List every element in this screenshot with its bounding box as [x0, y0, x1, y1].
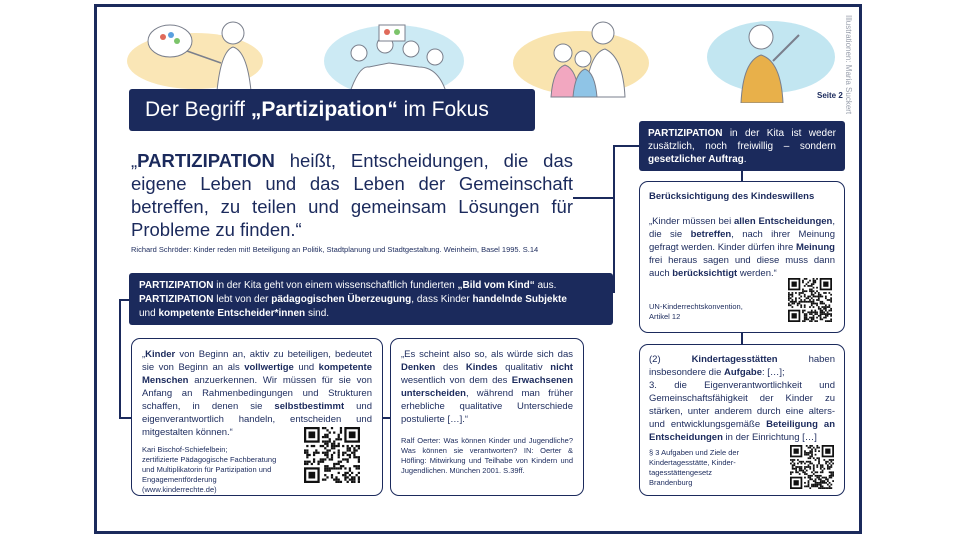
text: anzuerkennen. Wir müssen für sie von Anfang an Rahmenbedingungen und Strukturen schaffen, in denen sie — [142, 375, 372, 412]
connector-line — [613, 197, 615, 293]
quote-source: Ralf Oerter: Was können Kinder und Jugendliche? Was können sie verantworten? IN: Oerter & Höfling: Mitwirkung und Teilhabe von Kindern und Jugendlichen. München 2001. S.39ff. — [401, 436, 573, 475]
connector-line — [119, 299, 121, 417]
source-line: Engagementförderung — [142, 475, 217, 484]
quote-text: heißt, Entscheidungen, die das eigene Leben und das Leben der Gemeinschaft betreffen, zu teilen und gemeinsam Lösungen für Probleme zu finden.“ — [131, 150, 573, 240]
quote-text — [649, 379, 835, 444]
page-title — [129, 89, 535, 131]
connector-line — [119, 417, 131, 419]
text: frei heraus sagen und diese muss dann auch — [649, 255, 835, 279]
text: haben insbesondere die — [649, 354, 835, 378]
qr-code-icon[interactable] — [788, 278, 832, 322]
text: „ — [142, 349, 146, 360]
quote-open: „ — [131, 150, 138, 171]
keyword: kompetente Menschen — [142, 362, 372, 386]
illustration-painting-child-icon — [701, 13, 841, 103]
source-line: (www.kinderrechte.de) — [142, 485, 217, 494]
text: aus. — [534, 280, 557, 291]
keyword: berücksichtigt — [672, 268, 738, 279]
keyword: Kindes — [465, 362, 498, 373]
page-frame — [94, 4, 862, 534]
connector-line — [613, 145, 615, 199]
keyword: allen Entscheidungen — [734, 216, 833, 227]
keyword: Denken — [401, 362, 436, 373]
keyword: kompetente Entscheider*innen — [158, 308, 306, 319]
source-line: § 3 Aufgaben und Ziele der — [649, 448, 740, 457]
illustration-reading-icon — [507, 13, 657, 99]
quote-card-kita-law — [639, 344, 845, 496]
qr-code-icon[interactable] — [304, 427, 360, 483]
text: , während man früher erhebliche qualitative Unterschiede postulierte […].“ — [401, 388, 573, 425]
text: des — [435, 362, 466, 373]
keyword: betreffen — [690, 229, 732, 240]
connector-line — [741, 171, 743, 181]
connector-line — [573, 197, 615, 199]
quote-keyword: PARTIZIPATION — [137, 150, 275, 171]
quote-source — [649, 448, 779, 488]
quote-text — [401, 348, 573, 426]
main-quote — [131, 149, 573, 241]
connector-line — [383, 417, 390, 419]
text: „Es scheint also so, als würde sich das — [401, 349, 573, 360]
text: in der Einrichtung […] — [722, 432, 817, 443]
keyword: gesetzlicher Auftrag — [648, 154, 744, 165]
quote-text — [649, 353, 835, 379]
text: qualitativ — [497, 362, 551, 373]
text: , nach ihrer Meinung gefragt werden. Kinder dürfen ihre — [649, 229, 835, 253]
source-line: Kindertagesstätte, Kinder- — [649, 458, 736, 467]
keyword: PARTIZIPATION — [648, 128, 723, 139]
illustration-artist-icon — [125, 11, 275, 91]
page-number: Seite 2 — [817, 91, 843, 100]
quote-source — [142, 445, 292, 495]
quote-text — [142, 348, 372, 439]
keyword: handelnde Subjekte — [472, 294, 567, 305]
text: und eigenverantwortlich handeln, entscheiden und mitgestalten können.“ — [142, 401, 372, 438]
keyword: Beteiligung an Entscheidungen — [649, 419, 835, 443]
source-line: zertifizierte Pädagogische Fachberatung — [142, 455, 277, 464]
text: „Kinder müssen bei — [649, 216, 734, 227]
source-line: Kari Bischof-Schiefelbein; — [142, 445, 228, 454]
keyword: selbstbestimmt — [274, 401, 345, 412]
text: in der Kita geht von einem wissenschaftlich fundierten — [213, 280, 458, 291]
qr-code-icon[interactable] — [790, 445, 834, 489]
keyword: Kindertagesstätten — [691, 354, 778, 365]
quote-card-un-convention — [639, 181, 845, 333]
source-line: Artikel 12 — [649, 312, 681, 321]
keyword: „Bild vom Kind“ — [457, 280, 535, 291]
text: von Beginn an, aktiv zu beteiligen, bedeutet sie von Beginn an als — [142, 349, 372, 373]
text: : […]; — [762, 367, 785, 378]
text: sind. — [305, 308, 330, 319]
source-line: tagesstättengesetz — [649, 468, 712, 477]
text: werden.“ — [737, 268, 777, 279]
text: 3. die Eigenverantwortlichkeit und Gemeinschaftsfähigkeit der Kinder zu stärken, unter anderem durch eine alters- und entwicklungsgemäße — [649, 380, 835, 430]
quote-text — [649, 215, 835, 280]
keyword: vollwertige — [244, 362, 294, 373]
keyword: Kinder — [145, 349, 176, 360]
text: , die sie — [649, 216, 835, 240]
keyword: PARTIZIPATION — [139, 294, 214, 305]
main-quote-source: Richard Schröder: Kinder reden mit! Beteiligung an Politik, Stadtplanung und Stadtgestaltung. Weinheim, Basel 1995. S.14 — [131, 245, 539, 254]
text: wesentlich von dem des — [401, 375, 512, 386]
title-part-3: im Fokus — [397, 98, 489, 121]
keyword: Erwachsenen unterscheiden — [401, 375, 573, 399]
text: . — [743, 154, 747, 165]
quote-card-oerter — [390, 338, 584, 496]
text: und — [139, 308, 159, 319]
principle-box — [129, 273, 613, 325]
quote-card-bischof — [131, 338, 383, 496]
connector-line — [613, 145, 639, 147]
keyword: Aufgabe — [724, 367, 762, 378]
card-heading: Berücksichtigung des Kindeswillens — [649, 191, 815, 202]
text: und — [293, 362, 319, 373]
text: , dass Kinder — [411, 294, 473, 305]
source-line: Brandenburg — [649, 478, 693, 487]
connector-line — [741, 333, 743, 344]
illustration-credit: Illustrationen: Maria Suckert — [844, 15, 853, 115]
keyword: nicht — [550, 362, 573, 373]
keyword: pädagogischen Überzeugung — [271, 294, 412, 305]
source-line: UN-Kinderrechtskonvention, — [649, 302, 743, 311]
title-part-1: Der Begriff — [145, 98, 251, 121]
keyword: Meinung — [795, 242, 835, 253]
text: (2) — [649, 354, 692, 365]
source-line: und Multiplikatorin für Partizipation und — [142, 465, 272, 474]
title-keyword: „Partizipation“ — [250, 98, 398, 121]
text: in der Kita ist weder zusätzlich, noch freiwillig – sondern — [648, 128, 836, 152]
keyword: PARTIZIPATION — [139, 280, 214, 291]
text: lebt von der — [213, 294, 272, 305]
legal-mandate-box — [639, 121, 845, 171]
illustration-group-icon — [319, 15, 469, 99]
